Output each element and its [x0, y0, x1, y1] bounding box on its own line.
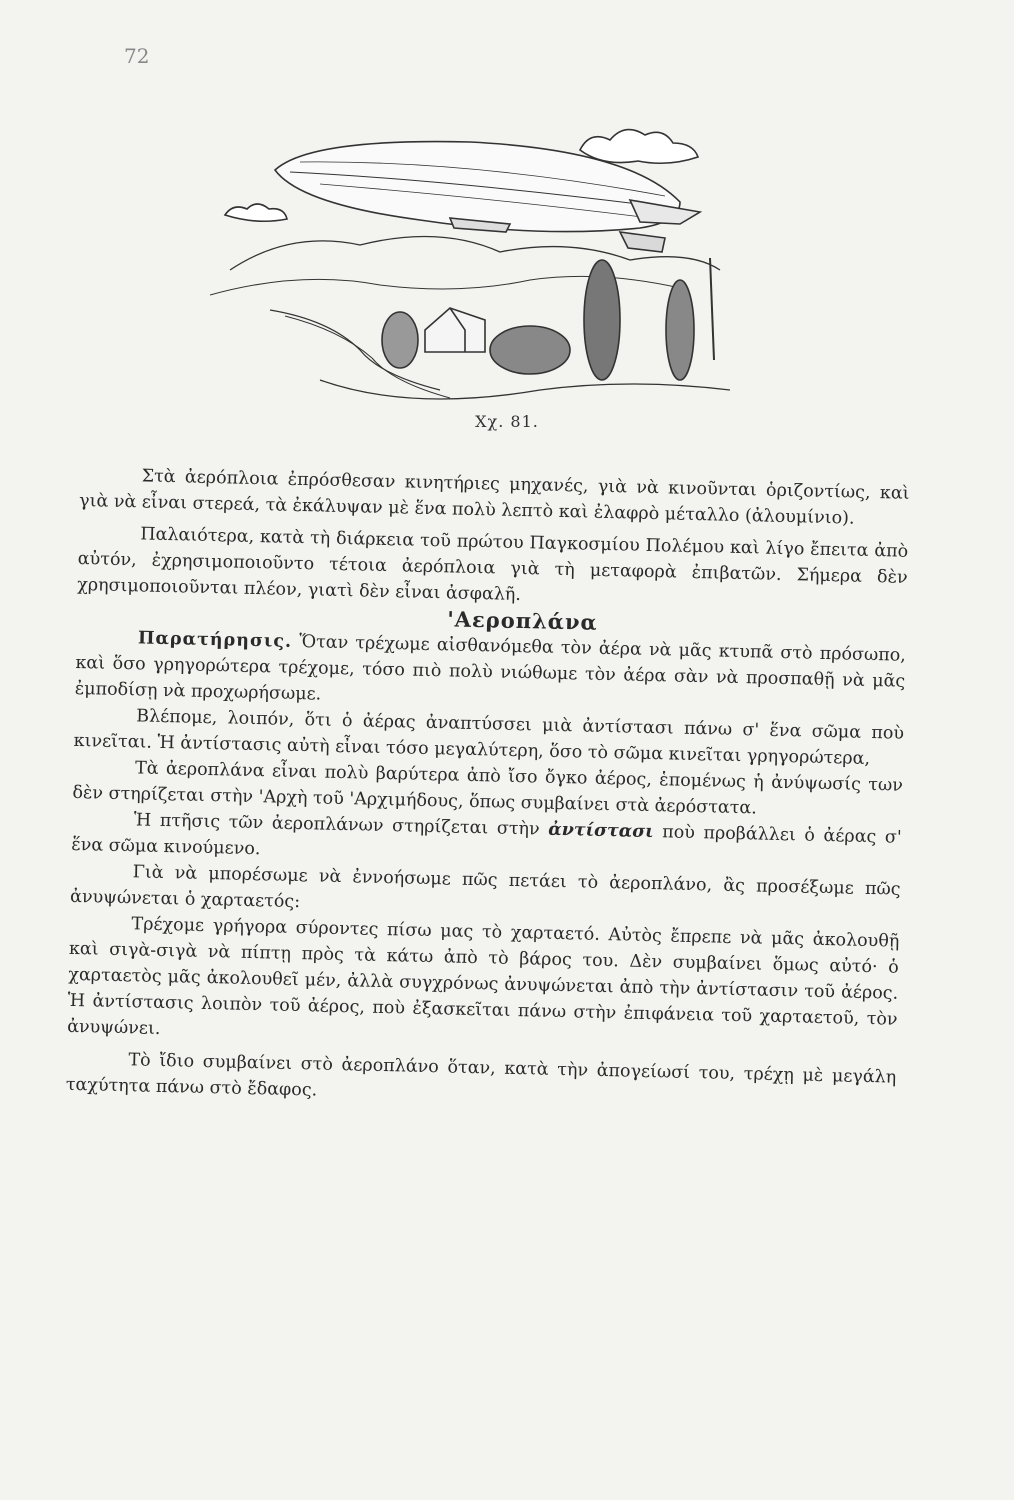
paragraph: Γιὰ νὰ μπορέσωμε νὰ ἐννοήσωμε πῶς πετάει τὸ ἀεροπλάνο, ἂς προσέξωμε πῶς ἀνυψώνεται ὁ χαρταετός: — [69, 862, 901, 913]
paragraph-text: Ἡ πτῆσις τῶν ἀεροπλάνων στηρίζεται στὴν — [133, 810, 549, 840]
page-number: 72 — [124, 44, 150, 68]
paragraph-text: Ὅταν τρέχωμε αἰσθανόμεθα τὸν ἀέρα νὰ μᾶς κτυπᾶ στὸ πρόσωπο, καὶ ὅσο γρηγορώτερα τρέχομε, τόσο πιὸ πολὺ νιώθωμε τὸν ἀέρα σὰν νὰ προσπαθῇ νὰ μᾶς ἐμποδίσῃ νὰ προχωρήσωμε. — [74, 631, 907, 705]
section-heading: 'Αεροπλάνα — [447, 606, 598, 635]
paragraph: Στὰ ἀερόπλοια ἐπρόσθεσαν κινητήριες μηχανές, γιὰ νὰ κινοῦνται ὁριζοντίως, καὶ γιὰ νὰ εἶναι στερεά, τὰ ἐκάλυψαν μὲ ἕνα πολὺ λεπτὸ καὶ ἐλαφρὸ μέταλλο (ἀλουμίνιο). — [78, 466, 910, 529]
run-in-heading: Παρατήρησις. — [137, 628, 293, 652]
paragraph: Τὰ ἀεροπλάνα εἶναι πολὺ βαρύτερα ἀπὸ ἴσο ὄγκο ἀέρος, ἑπομένως ἡ ἀνύψωσίς των δὲν στηρίζεται στὴν 'Αρχὴ τοῦ 'Αρχιμήδους, ὅπως συμβαίνει στὰ ἀερόστατα. — [72, 758, 904, 819]
paragraph: Τὸ ἴδιο συμβαίνει στὸ ἀεροπλάνο ὅταν, κατὰ τὴν ἀπογείωσί του, τρέχῃ μὲ μεγάλη ταχύτητα πάνω στὸ ἔδαφος. — [65, 1050, 897, 1101]
paragraph-text: ποὺ προβάλλει ὁ ἀέρας σ' ἕνα σῶμα κινούμενο. — [71, 822, 902, 860]
emphasized-term: ἀντίστασι — [548, 819, 654, 843]
paragraph: Τρέχομε γρήγορα σύροντες πίσω μας τὸ χαρταετό. Αὐτὸς ἔπρεπε νὰ μᾶς ἀκολουθῇ καὶ σιγὰ-σιγὰ νὰ πίπτῃ πρὸς τὰ κάτω ἀπὸ τὸ βάρος του. Δὲν συμβαίνει ὅμως αὐτό· ὁ χαρταετὸς μᾶς ἀκολουθεῖ μέν, ἀλλὰ συγχρόνως ἀνυψώνεται ἀπὸ τὴν ἀντίστασιν τοῦ ἀέρος. Ἡ ἀντίστασις λοιπὸν τοῦ ἀέρος, ποὺ ἐξασκεῖται πάνω στὴν ἐπιφάνεια τοῦ χαρταετοῦ, τὸν ἀνυψώνει. — [66, 914, 900, 1039]
body-text — [66, 462, 910, 1117]
airship-illustration — [210, 120, 730, 410]
paragraph: Βλέπομε, λοιπόν, ὅτι ὁ ἀέρας ἀναπτύσσει μιὰ ἀντίστασι πάνω σ' ἕνα σῶμα ποὺ κινεῖται. Ἡ ἀντίστασις αὐτὴ εἶναι τόσο μεγαλύτερη, ὅσο τὸ σῶμα κινεῖται γρηγορώτερα, — [73, 706, 905, 769]
figure-caption: Χχ. 81. — [475, 412, 539, 431]
paragraph: Παλαιότερα, κατὰ τὴ διάρκεια τοῦ πρώτου Παγκοσμίου Πολέμου καὶ λίγο ἔπειτα ἀπὸ αὐτόν, ἐχρησιμοποιοῦντο τέτοια ἀερόπλοια γιὰ τὴ μεταφορὰ ἐπιβατῶν. Σήμερα δὲν χρησιμοποιοῦνται πλέον, γιατὶ δὲν εἶναι ἀσφαλῆ. — [76, 524, 909, 606]
